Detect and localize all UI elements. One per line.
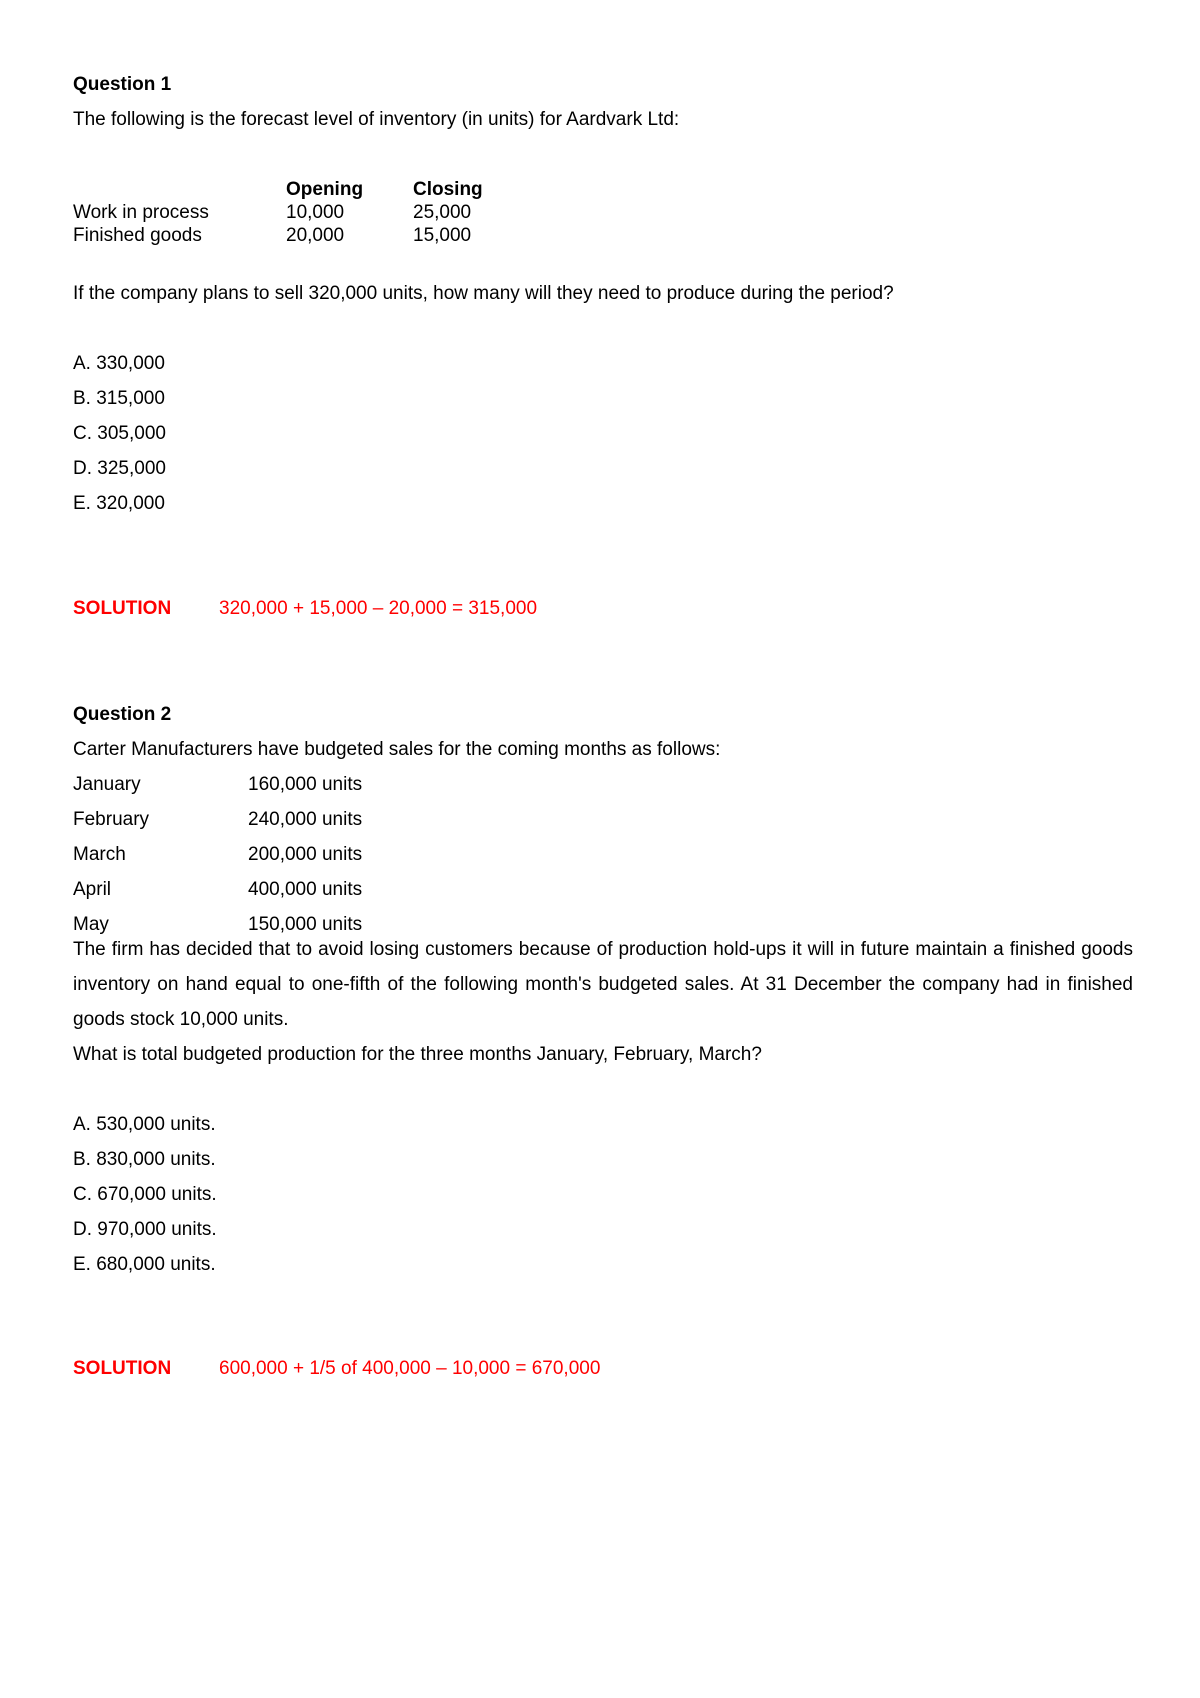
q1-header-opening: Opening [286, 179, 364, 200]
q2-sales-units: 160,000 units [248, 774, 363, 795]
q2-paragraph: The firm has decided that to avoid losing customers because of production hold-ups it will in future maintain a finished goods inventory on hand equal to one-fifth of the following month's budgeted sales. At 31 December the company had in finished goods stock 10,000 units. [73, 939, 1133, 1030]
q2-sales-units: 200,000 units [248, 844, 363, 865]
q1-row-closing: 25,000 [413, 202, 472, 223]
q1-option: D. 325,000 [73, 458, 166, 479]
q1-row-label: Finished goods [73, 225, 202, 246]
q2-option: E. 680,000 units. [73, 1254, 216, 1275]
q1-option: B. 315,000 [73, 388, 165, 409]
q1-row-opening: 20,000 [286, 225, 345, 246]
q2-question: What is total budgeted production for the three months January, February, March? [73, 1044, 762, 1065]
q1-option: C. 305,000 [73, 423, 166, 444]
q2-solution-text: 600,000 + 1/5 of 400,000 – 10,000 = 670,000 [219, 1358, 601, 1379]
q1-solution-label: SOLUTION [73, 598, 172, 619]
q2-sales-month: May [73, 914, 109, 935]
q1-heading: Question 1 [73, 74, 172, 95]
q2-sales-month: April [73, 879, 112, 900]
q2-option: B. 830,000 units. [73, 1149, 216, 1170]
q2-heading: Question 2 [73, 704, 172, 725]
q2-sales-month: January [73, 774, 141, 795]
q2-option: C. 670,000 units. [73, 1184, 217, 1205]
q2-sales-month: March [73, 844, 126, 865]
q1-intro: The following is the forecast level of inventory (in units) for Aardvark Ltd: [73, 109, 680, 130]
q2-intro: Carter Manufacturers have budgeted sales for the coming months as follows: [73, 739, 721, 760]
q1-row-label: Work in process [73, 202, 209, 223]
q2-sales-month: February [73, 809, 150, 830]
q2-sales-units: 240,000 units [248, 809, 363, 830]
q2-sales-units: 150,000 units [248, 914, 363, 935]
q2-option: D. 970,000 units. [73, 1219, 217, 1240]
q1-row-closing: 15,000 [413, 225, 472, 246]
q1-option: A. 330,000 [73, 353, 165, 374]
q2-solution-label: SOLUTION [73, 1358, 172, 1379]
q1-header-closing: Closing [413, 179, 483, 200]
q1-solution-text: 320,000 + 15,000 – 20,000 = 315,000 [219, 598, 538, 619]
q1-row-opening: 10,000 [286, 202, 345, 223]
q1-question: If the company plans to sell 320,000 units, how many will they need to produce during the period? [73, 283, 894, 304]
q1-option: E. 320,000 [73, 493, 165, 514]
q2-sales-units: 400,000 units [248, 879, 363, 900]
q2-option: A. 530,000 units. [73, 1114, 216, 1135]
